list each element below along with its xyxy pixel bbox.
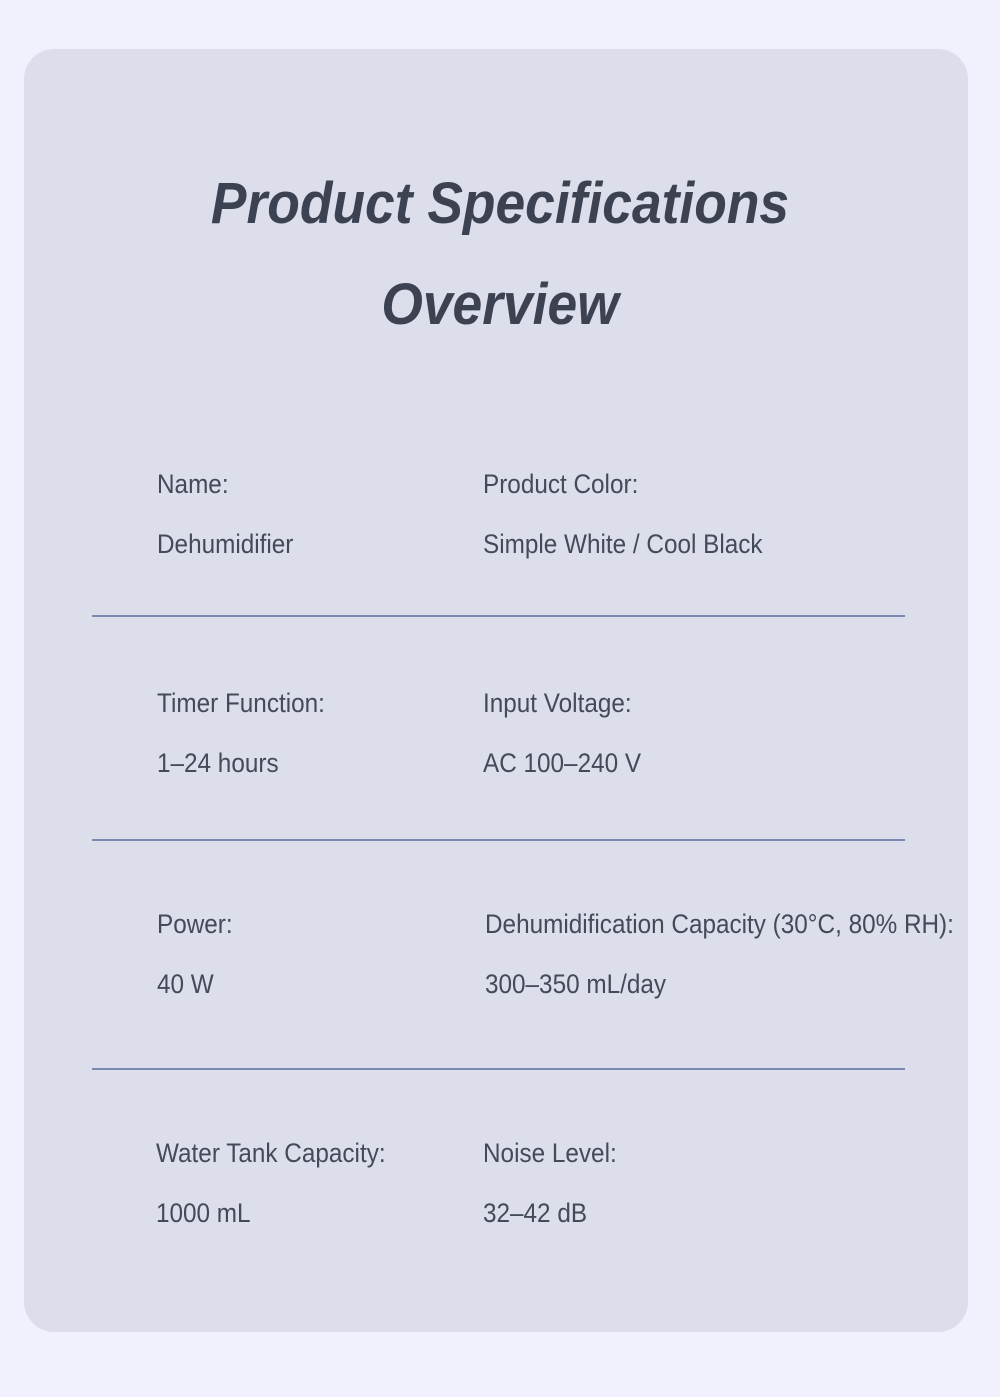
row-divider [92,615,905,617]
spec-label-timer-function: Timer Function: [157,688,325,718]
spec-value-timer-function: 1–24 hours [157,748,279,778]
spec-value-name: Dehumidifier [157,529,294,559]
row-divider [92,1068,905,1070]
spec-value-water-tank-capacity: 1000 mL [156,1198,251,1228]
spec-label-noise-level: Noise Level: [483,1138,617,1168]
page-title-line-1: Product Specifications [210,171,790,236]
spec-value-dehumidification-capacity: 300–350 mL/day [485,969,667,999]
spec-value-power: 40 W [157,969,214,999]
spec-value-noise-level: 32–42 dB [483,1198,588,1228]
spec-label-product-color: Product Color: [483,469,639,499]
spec-label-input-voltage: Input Voltage: [483,688,632,718]
spec-label-water-tank-capacity: Water Tank Capacity: [156,1138,386,1168]
row-divider [92,839,905,841]
page-title-line-2: Overview [381,272,619,337]
spec-value-input-voltage: AC 100–240 V [483,748,642,778]
spec-label-dehumidification-capacity: Dehumidification Capacity (30°C, 80% RH): [485,909,954,939]
spec-label-name: Name: [157,469,229,499]
spec-value-product-color: Simple White / Cool Black [483,529,763,559]
spec-label-power: Power: [157,909,233,939]
